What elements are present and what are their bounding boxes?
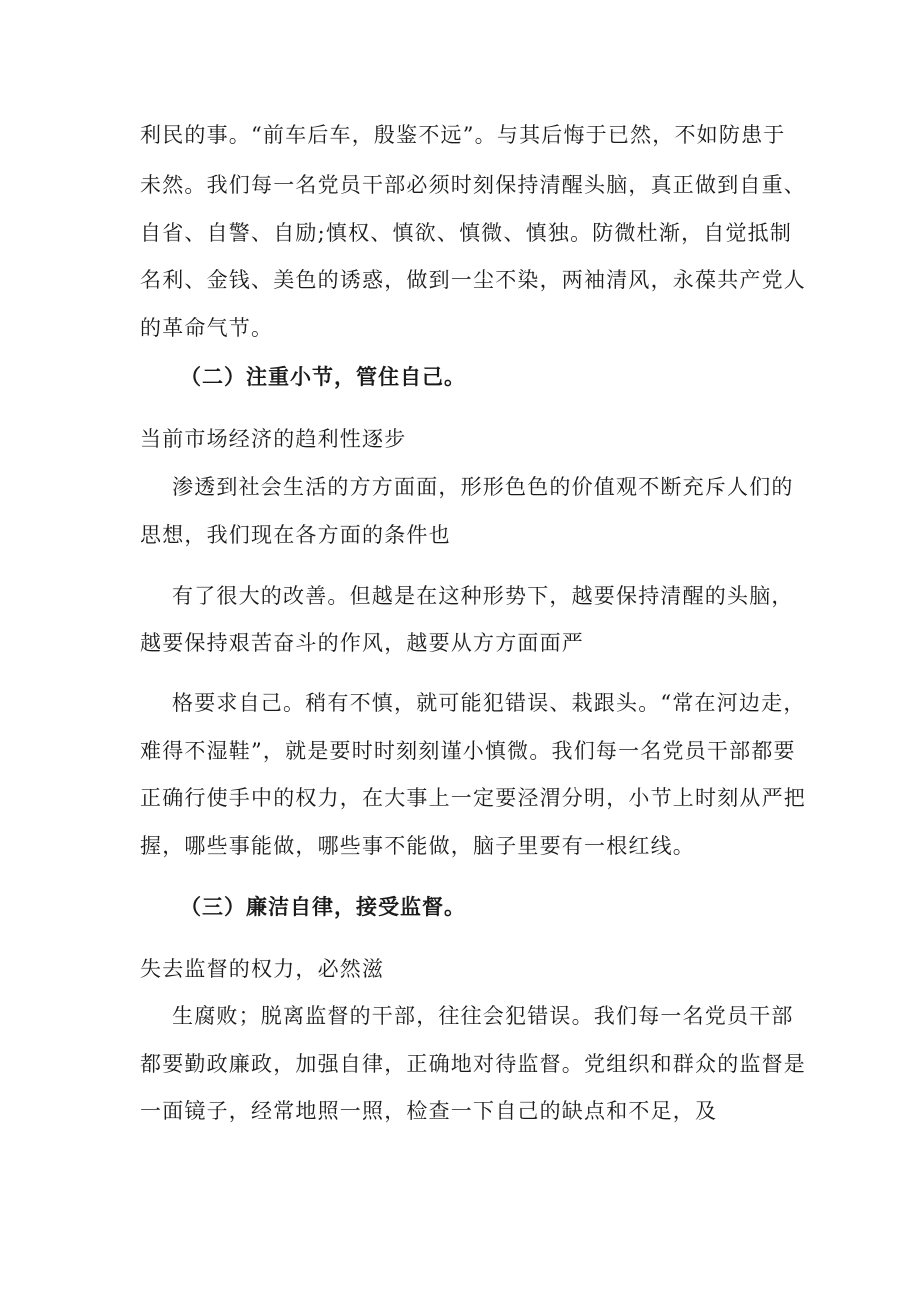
body-line: 难得不湿鞋”，就是要时时刻刻谨小慎微。我们每一名党员干部都要 [140, 739, 796, 763]
section-heading: （二）注重小节，管住自己。 [180, 364, 466, 389]
body-line: 未然。我们每一名党员干部必须时刻保持清醒头脑，真正做到自重、 [140, 173, 806, 197]
body-line: 思想，我们现在各方面的条件也 [140, 523, 451, 547]
section-heading: （三）廉洁自律，接受监督。 [180, 894, 466, 919]
body-line: 的革命气节。 [140, 316, 274, 340]
body-line: 握，哪些事能做，哪些事不能做，脑子里要有一根红线。 [140, 834, 695, 858]
body-line: 自省、自警、自励;慎权、慎欲、慎微、慎独。防微杜渐，自觉抵制 [140, 221, 793, 245]
body-line: 当前市场经济的趋利性逐步 [140, 427, 407, 451]
body-line: 都要勤政廉政，加强自律，正确地对待监督。党组织和群众的监督是 [140, 1052, 806, 1076]
body-line: 利民的事。“前车后车，殷鉴不远”。与其后悔于已然，不如防患于 [140, 123, 786, 147]
body-line: 生腐败；脱离监督的干部，往往会犯错误。我们每一名党员干部 [172, 1004, 794, 1028]
body-line: 一面镜子，经常地照一照，检查一下自己的缺点和不足，及 [140, 1099, 718, 1123]
body-line: 名利、金钱、美色的诱惑，做到一尘不染，两袖清风，永葆共产党人 [140, 268, 806, 292]
body-line: 失去监督的权力，必然滋 [140, 957, 385, 981]
body-line: 越要保持艰苦奋斗的作风，越要从方方面面严 [140, 631, 584, 655]
body-line: 格要求自己。稍有不慎，就可能犯错误、栽跟头。“常在河边走， [172, 691, 806, 715]
body-line: 有了很大的改善。但越是在这种形势下，越要保持清醒的头脑， [172, 584, 794, 608]
body-line: 正确行使手中的权力，在大事上一定要泾渭分明，小节上时刻从严把 [140, 786, 806, 810]
body-line: 渗透到社会生活的方方面面，形形色色的价值观不断充斥人们的 [172, 475, 794, 499]
